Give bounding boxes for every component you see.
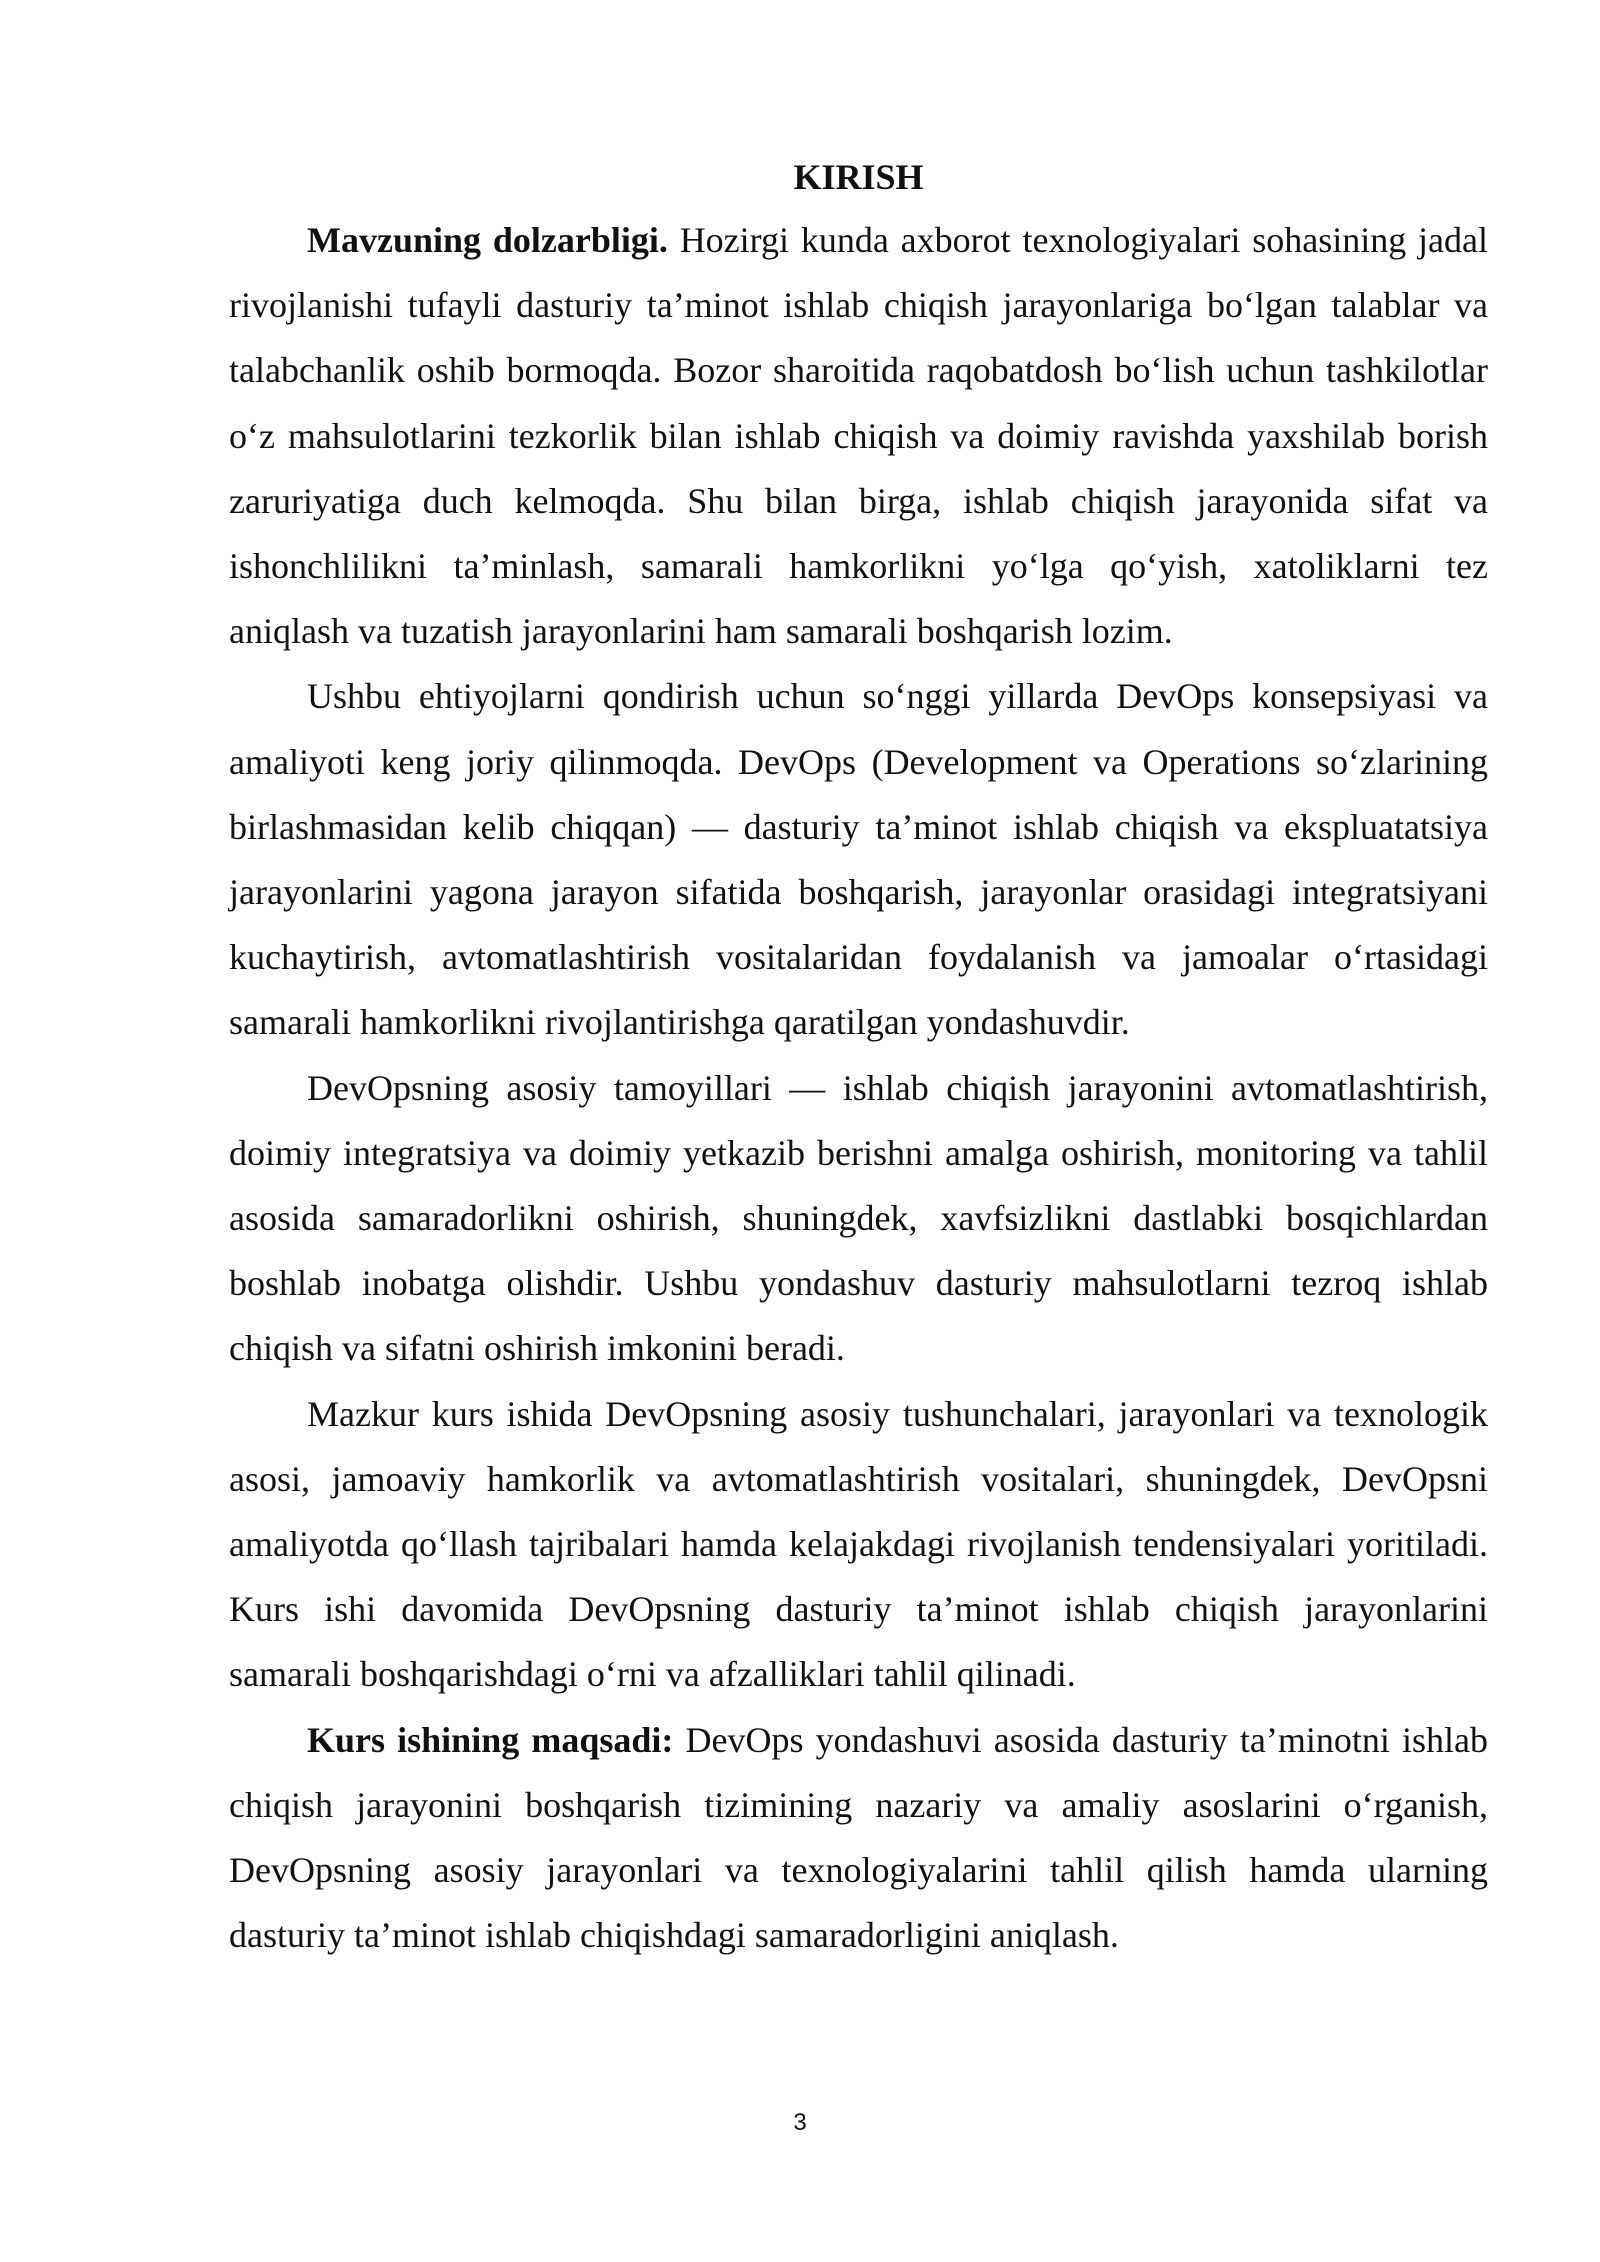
paragraph-devops-concept	[229, 664, 1488, 1055]
paragraph-relevance	[229, 208, 1488, 664]
paragraph-text: Mazkur kurs ishida DevOpsning asosiy tushunchalari, jarayonlari va texnologik asosi, jamoaviy hamkorlik va avtomatlashtirish vositalari, shuningdek, DevOpsni amaliyotda qo‘llash tajribalari hamda kelajakdagi rivojlanish tendensiyalari yoritiladi. Kurs ishi davomida DevOpsning dasturiy ta’minot ishlab chiqish jarayonlarini samarali boshqarishdagi o‘rni va afzalliklari tahlil qilinadi.	[229, 1393, 1488, 1695]
page-content	[229, 146, 1488, 1968]
section-heading: KIRISH	[793, 157, 924, 197]
paragraph-text: DevOpsning asosiy tamoyillari — ishlab chiqish jarayonini avtomatlashtirish, doimiy integratsiya va doimiy yetkazib berishni amalga oshirish, monitoring va tahlil asosida samaradorlikni oshirish, shuningdek, xavfsizlikni dastlabki bosqichlardan boshlab inobatga olishdir. Ushbu yondashuv dasturiy mahsulotlarni tezroq ishlab chiqish va sifatni oshirish imkonini beradi.	[229, 1067, 1488, 1369]
paragraph-coursework-goal	[229, 1708, 1488, 1969]
paragraph-text: Hozirgi kunda axborot texnologiyalari sohasining jadal rivojlanishi tufayli dasturiy ta’minot ishlab chiqish jarayonlariga bo‘lgan talablar va talabchanlik oshib bormoqda. Bozor sharoitida raqobatdosh bo‘lish uchun tashkilotlar o‘z mahsulotlarini tezkorlik bilan ishlab chiqish va doimiy ravishda yaxshilab borish zaruriyatiga duch kelmoqda. Shu bilan birga, ishlab chiqish jarayonida sifat va ishonchlilikni ta’minlash, samarali hamkorlikni yo‘lga qo‘yish, xatoliklarni tez aniqlash va tuzatish jarayonlarini ham samarali boshqarish lozim.	[229, 220, 1488, 652]
paragraph-text: Ushbu ehtiyojlarni qondirish uchun so‘nggi yillarda DevOps konsepsiyasi va amaliyoti keng joriy qilinmoqda. DevOps (Development va Operations so‘zlarining birlashmasidan kelib chiqqan) — dasturiy ta’minot ishlab chiqish va ekspluatatsiya jarayonlarini yagona jarayon sifatida boshqarish, jarayonlar orasidagi integratsiyani kuchaytirish, avtomatlashtirish vositalaridan foydalanish va jamoalar o‘rtasidagi samarali hamkorlikni rivojlantirishga qaratilgan yondashuvdir.	[229, 676, 1488, 1043]
paragraph-devops-principles	[229, 1056, 1488, 1382]
paragraph-coursework-scope	[229, 1382, 1488, 1708]
paragraph-lead-bold: Kurs ishining maqsadi:	[307, 1719, 674, 1760]
paragraph-lead-bold: Mavzuning dolzarbligi.	[307, 220, 668, 260]
paragraph-text: DevOps yondashuvi asosida dasturiy ta’minotni ishlab chiqish jarayonini boshqarish tizimining nazariy va amaliy asoslarini o‘rganish, DevOpsning asosiy jarayonlari va texnologiyalarini tahlil qilish hamda ularning dasturiy ta’minot ishlab chiqishdagi samaradorligini aniqlash.	[229, 1719, 1489, 1956]
page-number: 3	[793, 2109, 807, 2136]
